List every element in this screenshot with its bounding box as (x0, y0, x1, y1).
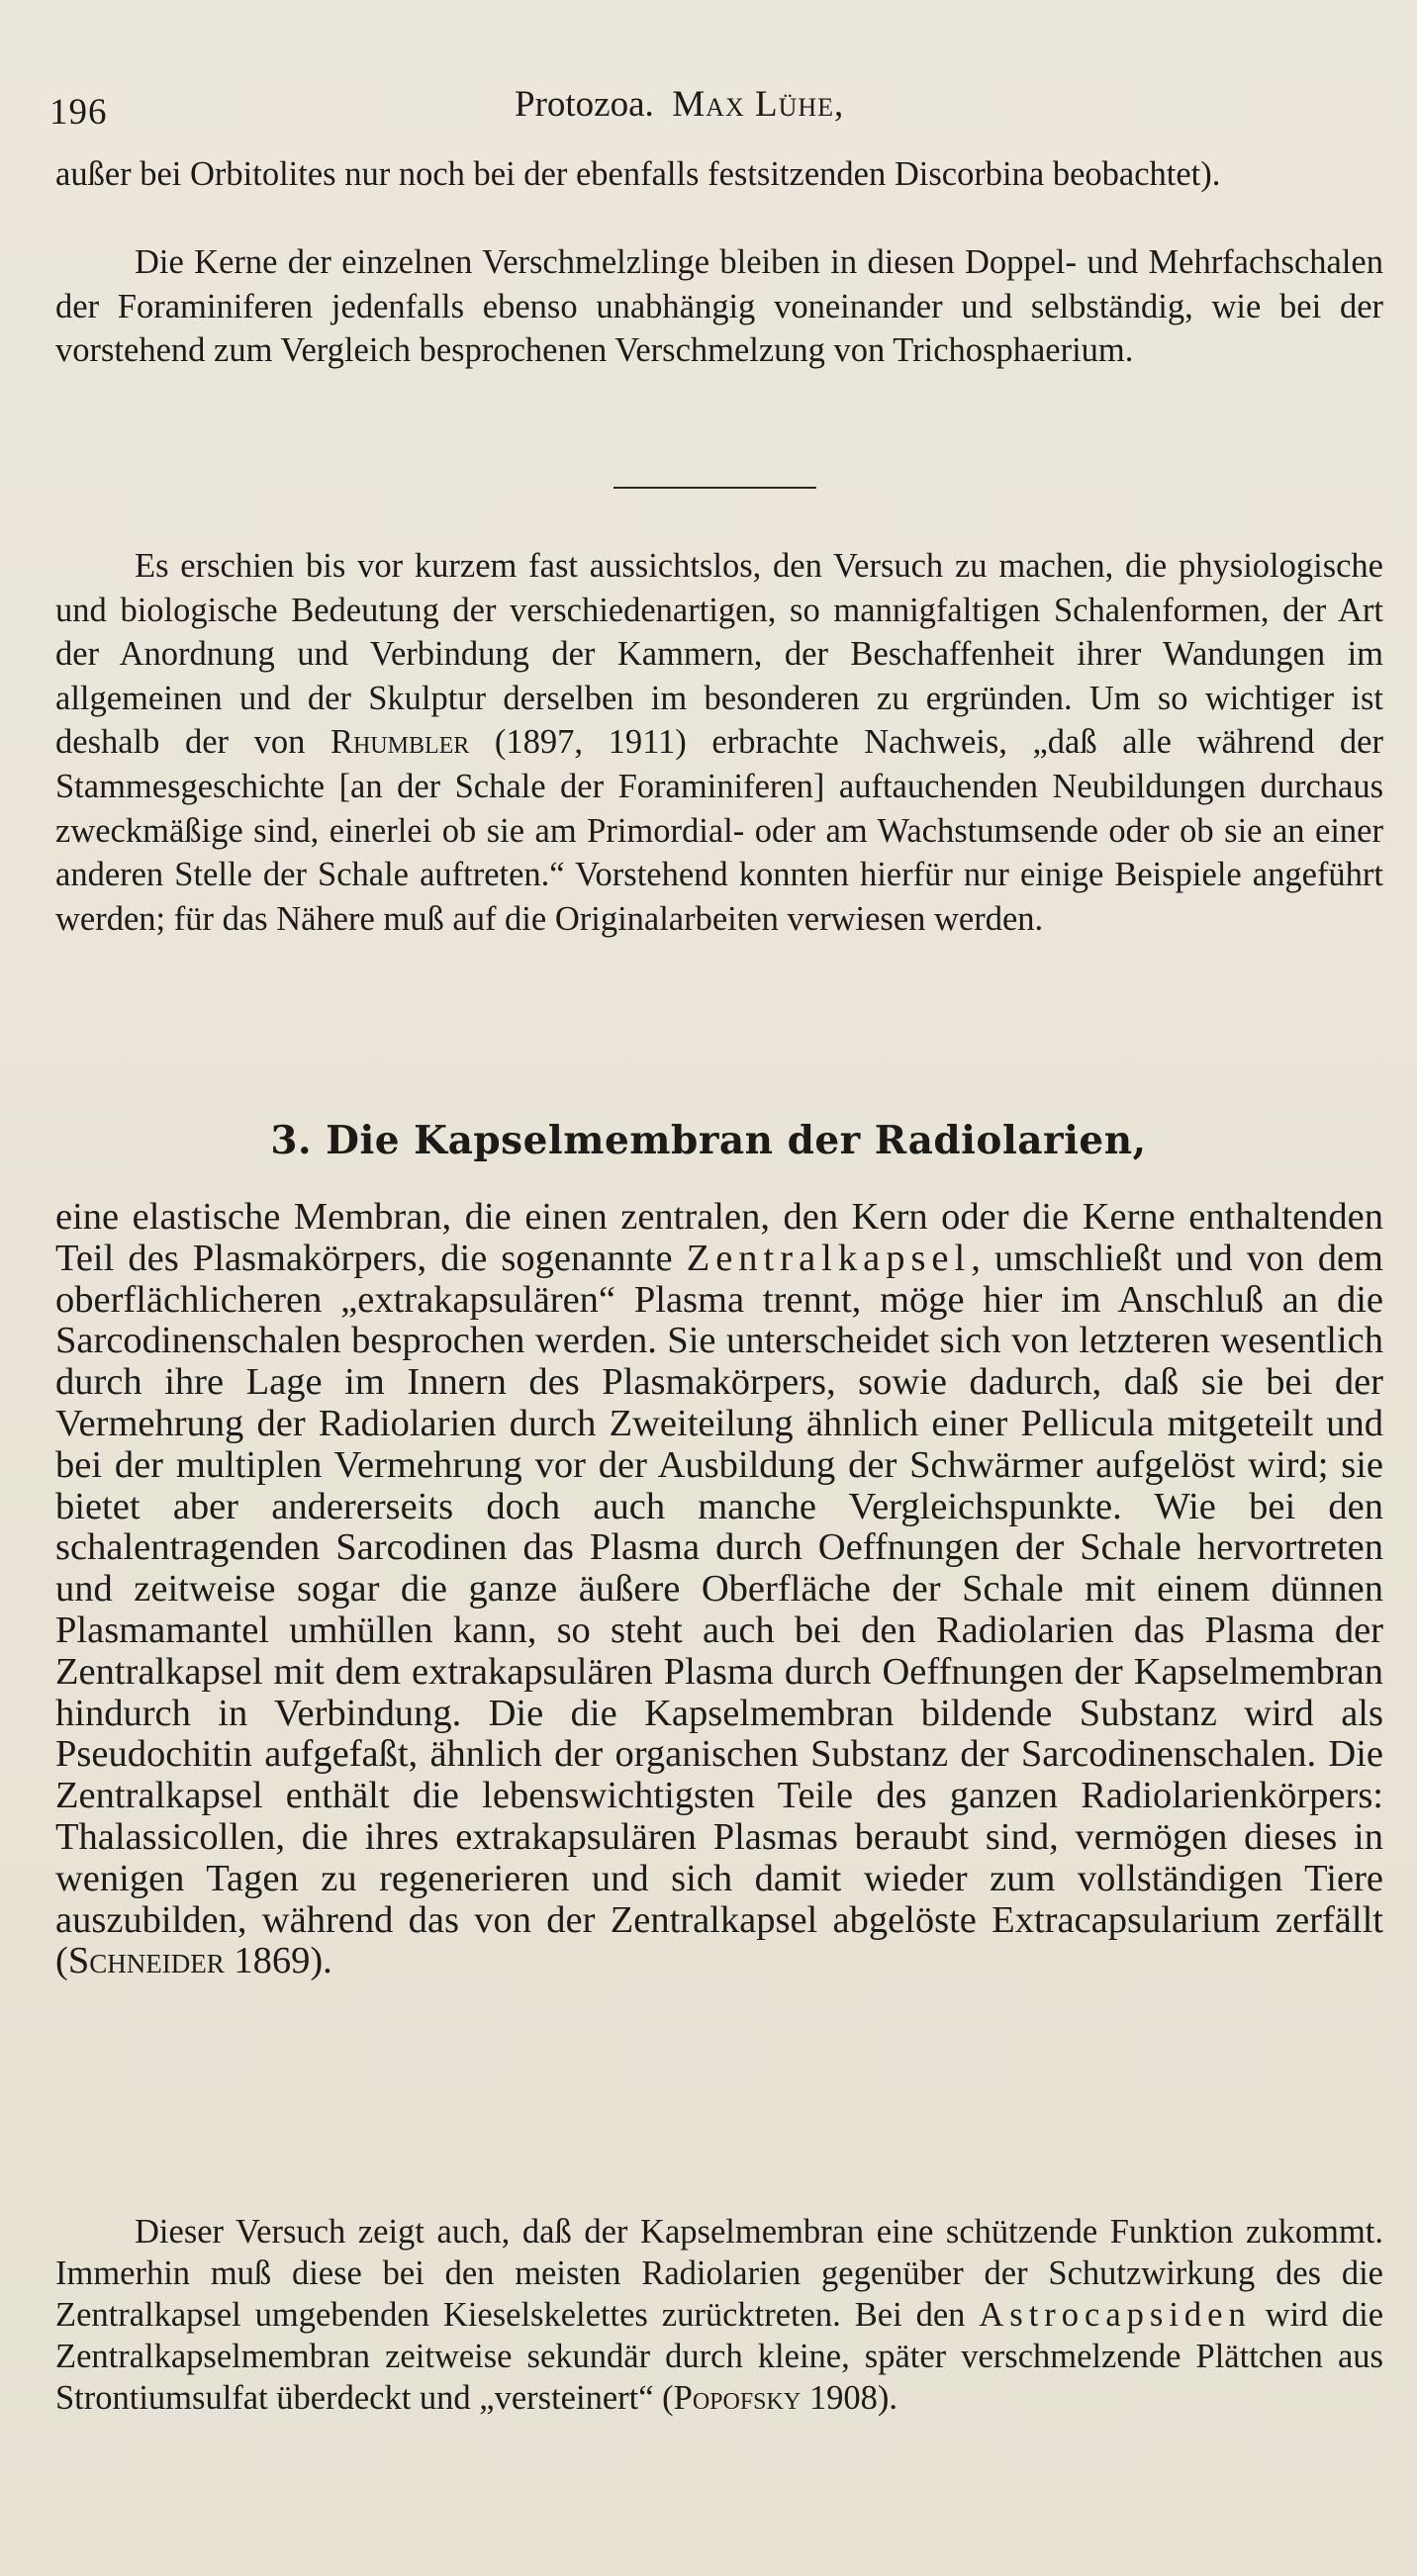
author-name-schneider: Schneider (67, 1940, 225, 1982)
paragraph-versuch-text-1: Dieser Versuch zeigt auch, daß der Kapselmembran eine schützende Funktion zukommt. Immerhin muß diese bei den meisten Radiolarien gegenüber der Schutzwirkung des die Zentralkapsel umgebenden Kieselskelettes zurücktreten. Bei den (55, 2213, 1383, 2334)
paragraph-kerne: Die Kerne der einzelnen Verschmelzlinge bleiben in diesen Doppel- und Mehrfachschalen der Foraminiferen jedenfalls ebenso unabhängig voneinander und selbständig, wie bei der vorstehend zum Vergleich besprochenen Verschmelzung von Trichosphaerium. (55, 243, 1383, 370)
author-name-popofsky: Popofsky (673, 2379, 802, 2417)
paragraph-orbitolites: außer bei Orbitolites nur noch bei der ebenfalls festsitzenden Discorbina beobachtet). (55, 155, 1221, 193)
paragraph-versuch-text-2: wird die Zentralkapselmembran zeitweise sekundär durch kleine, später verschmelzende Plättchen aus Strontiumsulfat überdeckt und „versteinert“ ( (55, 2296, 1384, 2417)
running-head-author: Max Lühe, (672, 84, 845, 125)
term-zentralkapsel: Zentralkapsel (686, 1237, 972, 1279)
term-astrocapsiden: Astrocapsiden (979, 2296, 1252, 2334)
paragraph-kapselmembran-text-2: , umschließt und von dem oberflächlicheren „extrakapsulären“ Plasma trennt, möge hier im Anschluß an die Sarcodinenschalen besprochen werden. Sie unterscheidet sich von letzteren wesentlich durch ihre Lage im Innern des Plasmakörpers, sowie dadurch, daß sie bei der Vermehrung der Radiolarien durch Zweiteilung ähnlich einer Pellicula mitgeteilt und bei der multiplen Vermehrung vor der Ausbildung der Schwärmer aufgelöst wird; sie bietet aber andererseits doch auch manche Vergleichspunkte. Wie bei den schalentragenden Sarcodinen das Plasma durch Oeffnungen der Schale hervortreten und zeitweise sogar die ganze äußere Oberfläche der Schale mit einem dünnen Plasmamantel umhüllen kann, so steht auch bei den Radiolarien das Plasma der Zentralkapsel mit dem extrakapsulären Plasma durch Oeffnungen der Kapselmembran hindurch in Verbindung. Die die Kapselmembran bildende Substanz wird als Pseudochitin aufgefaßt, ähnlich der organischen Substanz der Sarcodinenschalen. Die Zentralkapsel enthält die lebenswichtigsten Teile des ganzen Radiolarienkörpers: Thalassicollen, die ihres extrakapsulären Plasmas beraubt sind, vermögen dieses in wenigen Tagen zu regenerieren und sich damit wieder zum vollständigen Tiere auszubilden, während das von der Zentralkapsel abgelöste Extracapsularium zerfällt ( (55, 1237, 1383, 1982)
paragraph-kapselmembran-text-1: eine elastische Membran, die einen zentralen, den Kern oder die Kerne enthaltenden Teil des Plasmakörpers, die sogenannte (55, 1196, 1383, 1279)
running-head-section: Protozoa. (515, 84, 654, 125)
running-head (515, 83, 844, 126)
paragraph-kapselmembran-text-3: 1869). (224, 1940, 332, 1982)
section-divider (614, 487, 816, 489)
paragraph-versuch (55, 2211, 1383, 2419)
paragraph-rhumbler-text-2: (1897, 1911) erbrachte Nachweis, „daß alle während der Stammesgeschichte [an der Schale der Foraminiferen] auftauchenden Neubildungen durchaus zweckmäßige sind, einerlei ob sie am Primordial- oder am Wachstumsende oder ob sie an einer anderen Stelle der Schale auftreten.“ Vorstehend konnten hierfür nur einige Beispiele angeführt werden; für das Nähere muß auf die Originalarbeiten verwiesen werden. (55, 723, 1383, 938)
page-header (49, 84, 1385, 140)
paragraph-kapselmembran (55, 1197, 1383, 1982)
page-number: 196 (49, 92, 108, 133)
paragraph-versuch-text-3: 1908). (801, 2379, 897, 2417)
paragraph-rhumbler (55, 544, 1383, 941)
paragraph-rhumbler-text-1: Es erschien bis vor kurzem fast aussichtslos, den Versuch zu machen, die physiologische und biologische Bedeutung der verschiedenartigen, so mannigfaltigen Schalenformen, der Art der Anordnung und Verbindung der Kammern, der Beschaffenheit ihrer Wandungen im allgemeinen und der Skulptur derselben im besonderen zu ergründen. Um so wichtiger ist deshalb der von (55, 547, 1383, 762)
author-name-rhumbler: Rhumbler (330, 723, 470, 762)
section-heading: 3. Die Kapselmembran der Radiolarien, (270, 1118, 1147, 1163)
